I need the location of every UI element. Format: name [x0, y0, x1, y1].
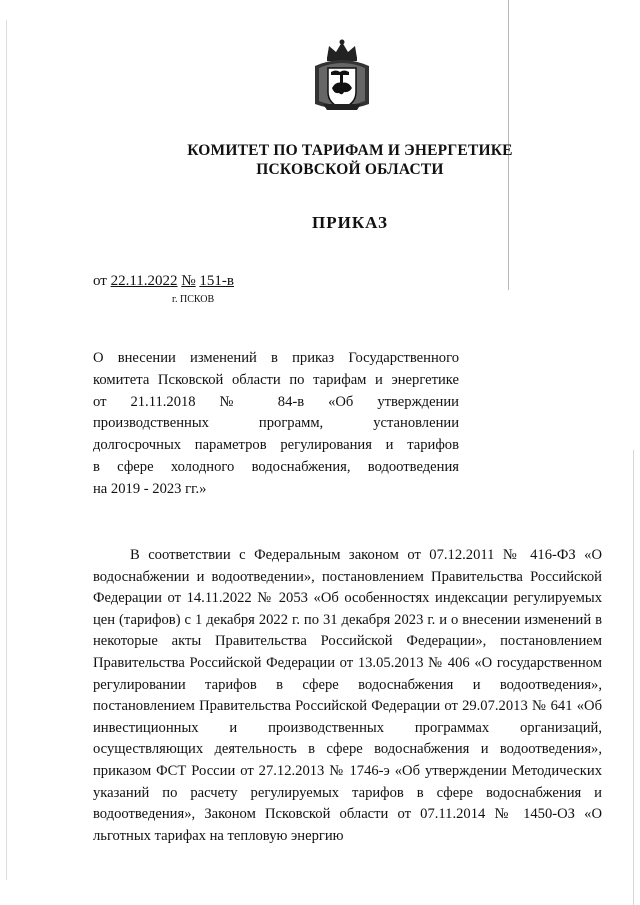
subject-line: О внесении изменений в приказ Государственного: [93, 350, 459, 366]
order-subject: [93, 348, 459, 501]
organization-name-line-1: КОМИТЕТ ПО ТАРИФАМ И ЭНЕРГЕТИКЕ: [187, 142, 513, 159]
order-date-prefix: от: [93, 273, 107, 289]
subject-line: в сфере холодного водоснабжения, водоотведения: [93, 458, 459, 475]
organization-name-line-2: ПСКОВСКОЙ ОБЛАСТИ: [256, 161, 444, 178]
order-number: 151-в: [199, 273, 234, 289]
scan-line-left: [6, 20, 7, 880]
subject-line: комитета Псковской области по тарифам и энергетике: [93, 371, 459, 388]
order-date-line: [93, 273, 234, 290]
order-number-sign: №: [181, 273, 196, 289]
body-paragraph: В соответствии с Федеральным законом от 07.12.2011 № 416-ФЗ «О водоснабжении и водоотведении», постановлением Правительства Российской Федерации от 14.11.2022 № 2053 «Об особенностях индексации регулируемых цен (тарифов) с 1 декабря 2022 г. по 31 декабря 2023 г. и о внесении изменений в некоторые акты Правительства Российской Федерации», постановлением Правительства Российской Федерации от 13.05.2013 № 406 «О государственном регулировании тарифов в сфере водоснабжения и водоотведения», постановлением Правительства Российской Федерации от 29.07.2013 № 641 «Об инвестиционных и производственных программах организаций, осуществляющих деятельность в сфере водоснабжения и водоотведения», приказом ФСТ России от 27.12.2013 № 1746-э «Об утверждении Методических указаний по расчету регулируемых тарифов в сфере водоснабжения и водоотведения», Законом Псковской области от 07.11.2014 № 1450-ОЗ «О льготных тарифах на тепловую энергию: [93, 547, 602, 844]
subject-line: производственных программ, установлении: [93, 415, 459, 432]
pskov-coat-of-arms-icon: [311, 38, 373, 114]
subject-line: долгосрочных параметров регулирования и тарифов: [93, 437, 459, 454]
subject-line: на 2019 - 2023 гг.»: [93, 480, 207, 497]
subject-line: от 21.11.2018 № 84-в «Об утверждении: [93, 393, 459, 410]
scan-line-right-edge: [633, 450, 634, 905]
document-title: ПРИКАЗ: [312, 213, 388, 232]
order-date: 22.11.2022: [110, 273, 178, 289]
order-city: г. ПСКОВ: [172, 294, 215, 305]
